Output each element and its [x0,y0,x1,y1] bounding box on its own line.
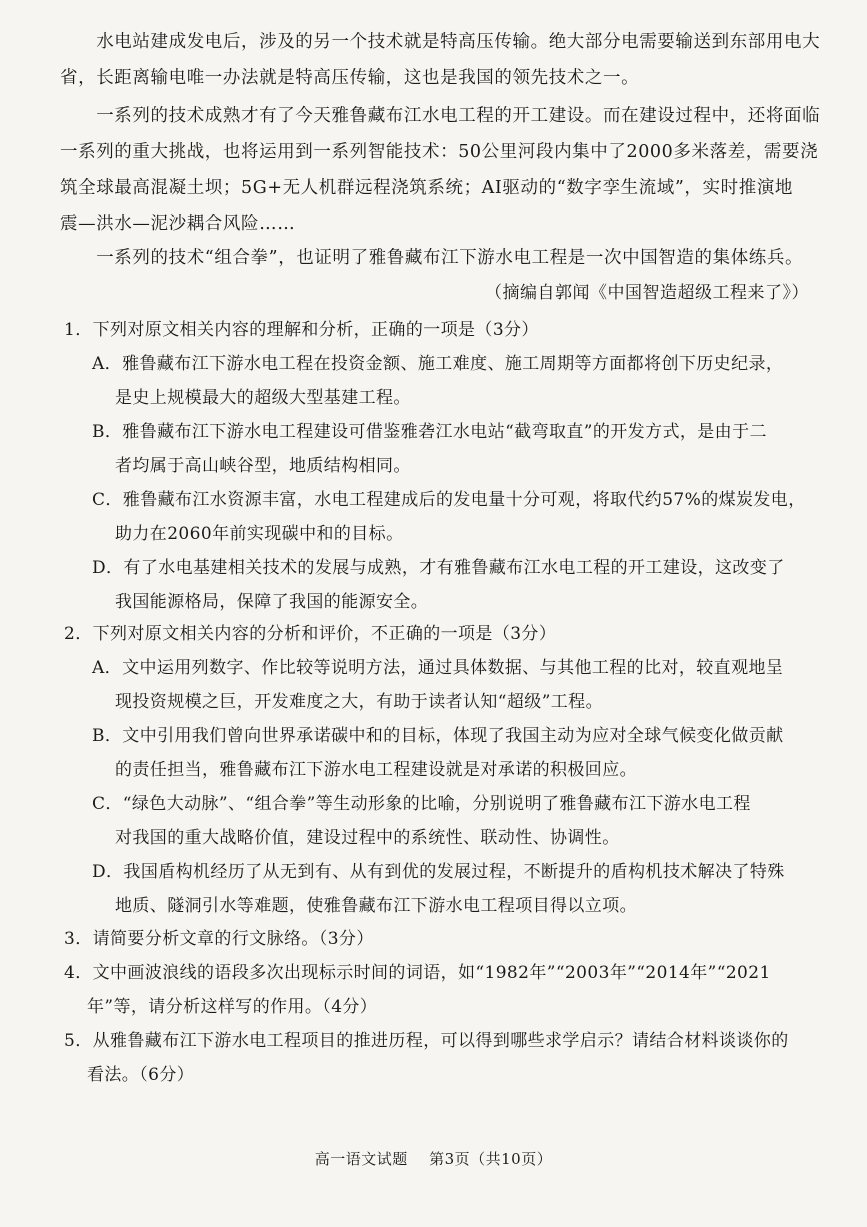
footer-page-number: 第3页（共10页） [429,1150,553,1168]
option-b: B．文中引用我们曾向世界承诺碳中和的目标，体现了我国主动为应对全球气候变化做贡献 的责任担当，雅鲁藏布江下游水电工程建设就是对承诺的积极回应。 [92,726,784,780]
question-1 [64,313,824,619]
page-footer [0,1148,867,1169]
passage-paragraph-1 [60,24,821,96]
question-stem: 5．从雅鲁藏布江下游水电工程项目的推进历程，可以得到哪些求学启示？请结合材料谈谈你的 [64,1031,789,1051]
passage-line: 震—洪水—泥沙耦合风险…… [60,214,296,234]
source-citation: （摘编自郭闻《中国智造超级工程来了》） [485,283,809,303]
option-d: D．我国盾构机经历了从无到有、从有到优的发展过程，不断提升的盾构机技术解决了特殊 地质、隧洞引水等难题，使雅鲁藏布江下游水电工程项目得以立项。 [92,862,785,916]
option-a: A．雅鲁藏布江下游水电工程在投资金额、施工难度、施工周期等方面都将创下历史纪录， 是史上规模最大的超级大型基建工程。 [92,354,784,408]
question-4 [64,956,824,1024]
passage-line: 一系列的技术成熟才有了今天雅鲁藏布江水电工程的开工建设。而在建设过程中，还将面临 [60,106,821,126]
passage-line: 一系列的重大挑战，也将运用到一系列智能技术：50公里河段内集中了2000多米落差，需要浇 [60,142,819,162]
passage-line: 水电站建成发电后，涉及的另一个技术就是特高压传输。绝大部分电需要输送到东部用电大 [60,32,821,52]
option-d: D．有了水电基建相关技术的发展与成熟，才有雅鲁藏布江水电工程的开工建设，这改变了 我国能源格局，保障了我国的能源安全。 [92,558,785,612]
passage-line: 筑全球最高混凝土坝；5G+无人机群远程浇筑系统；AI驱动的“数字孪生流域”，实时推演地 [60,178,794,198]
option-c: C．“绿色大动脉”、“组合拳”等生动形象的比喻，分别说明了雅鲁藏布江下游水电工程 对我国的重大战略价值，建设过程中的系统性、联动性、协调性。 [92,794,751,848]
question-stem: 2．下列对原文相关内容的分析和评价，不正确的一项是（3分） [64,624,557,644]
footer-subject: 高一语文试题 [314,1150,408,1168]
option-a: A．文中运用列数字、作比较等说明方法，通过具体数据、与其他工程的比对，较直观地呈 现投资规模之巨，开发难度之大，有助于读者认知“超级”工程。 [92,658,784,712]
passage-line: 一系列的技术“组合拳”，也证明了雅鲁藏布江下游水电工程是一次中国智造的集体练兵。 [60,248,804,268]
option-c: C．雅鲁藏布江水资源丰富，水电工程建成后的发电量十分可观，将取代约57%的煤炭发电， 助力在2060年前实现碳中和的目标。 [92,490,806,544]
question-stem-continued: 年”等，请分析这样写的作用。（4分） [87,997,378,1017]
option-b: B．雅鲁藏布江下游水电工程建设可借鉴雅砻江水电站“截弯取直”的开发方式，是由于二 者均属于高山峡谷型，地质结构相同。 [92,422,767,476]
passage-line: 省，长距离输电唯一办法就是特高压传输，这也是我国的领先技术之一。 [60,68,640,88]
question-5 [64,1024,824,1092]
question-2 [64,617,824,923]
passage-paragraph-2 [60,98,821,242]
question-stem-continued: 看法。（6分） [87,1065,195,1085]
question-stem: 1．下列对原文相关内容的理解和分析，正确的一项是（3分） [64,320,539,340]
question-stem: 4．文中画波浪线的语段多次出现标示时间的词语，如“1982年”“2003年”“2014年”“2021 [64,963,771,983]
question-stem: 3．请简要分析文章的行文脉络。（3分） [64,929,374,949]
question-3 [64,922,824,956]
passage-paragraph-3 [60,240,810,276]
